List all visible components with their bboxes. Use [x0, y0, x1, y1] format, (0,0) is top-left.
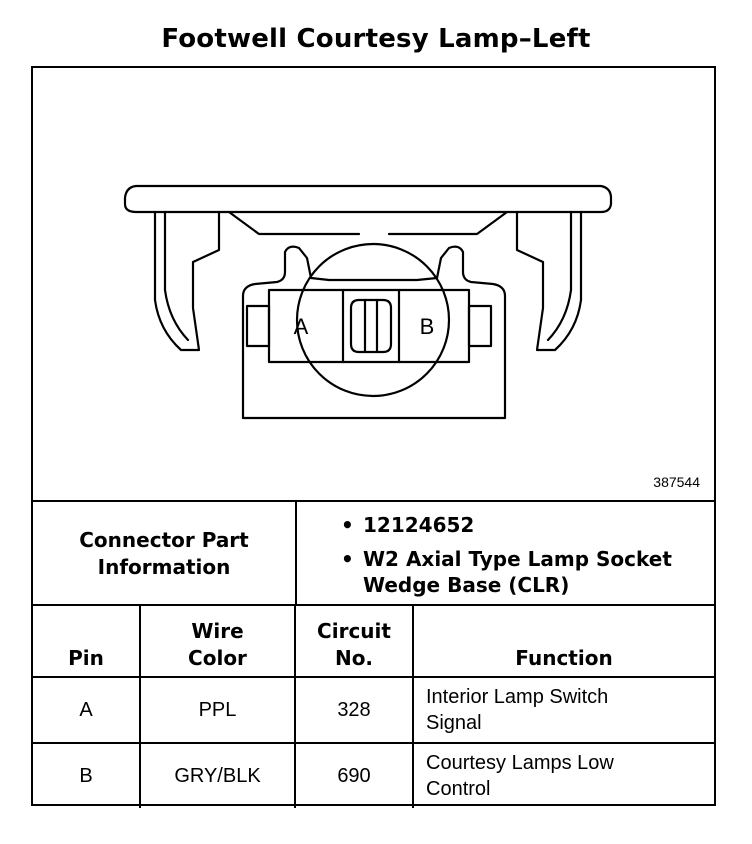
cell-function: Courtesy Lamps Low Control — [413, 743, 714, 808]
connector-info-row — [33, 500, 714, 606]
cell-pin: A — [33, 677, 140, 743]
connector-drawing — [33, 68, 714, 502]
cell-function: Interior Lamp Switch Signal — [413, 677, 714, 743]
table-row — [33, 743, 714, 808]
socket-type-line1: W2 Axial Type Lamp Socket — [363, 547, 672, 571]
table-row — [33, 677, 714, 743]
connector-info-list — [297, 512, 714, 606]
right-clip-inner — [548, 212, 571, 340]
header-function: Function — [413, 605, 714, 677]
list-item — [297, 546, 714, 598]
connector-label-line2: Information — [97, 555, 231, 579]
figure-id: 387544 — [653, 474, 700, 490]
connector-body — [243, 247, 505, 418]
cell-pin: B — [33, 743, 140, 808]
bullet-icon: • — [341, 547, 354, 571]
page-title: Footwell Courtesy Lamp–Left — [161, 24, 591, 54]
connector-info-label — [33, 502, 297, 606]
cell-wire-color: PPL — [140, 677, 295, 743]
flange-outline — [125, 186, 611, 212]
part-number: 12124652 — [363, 513, 475, 537]
pin-a-label: A — [293, 314, 309, 339]
bullet-icon: • — [341, 513, 354, 537]
header-circuit-no: Circuit No. — [295, 605, 413, 677]
pin-b-label: B — [419, 314, 435, 339]
left-brace — [229, 212, 359, 234]
header-pin: Pin — [33, 605, 140, 677]
socket-type-line2: Wedge Base (CLR) — [363, 573, 570, 597]
list-item — [297, 512, 714, 538]
cell-wire-color: GRY/BLK — [140, 743, 295, 808]
table-header-row — [33, 605, 714, 677]
header-wire-color: Wire Color — [140, 605, 295, 677]
pin-table — [33, 604, 714, 808]
cell-circuit: 690 — [295, 743, 413, 808]
left-tab — [247, 306, 269, 346]
connector-sheet — [31, 66, 716, 806]
connector-label-line1: Connector Part — [79, 528, 249, 552]
right-tab — [469, 306, 491, 346]
right-brace — [389, 212, 507, 234]
cell-circuit: 328 — [295, 677, 413, 743]
connector-diagram — [33, 68, 714, 502]
center-terminal — [351, 300, 391, 352]
left-clip-inner — [165, 212, 188, 340]
terminal-blade — [365, 300, 377, 352]
